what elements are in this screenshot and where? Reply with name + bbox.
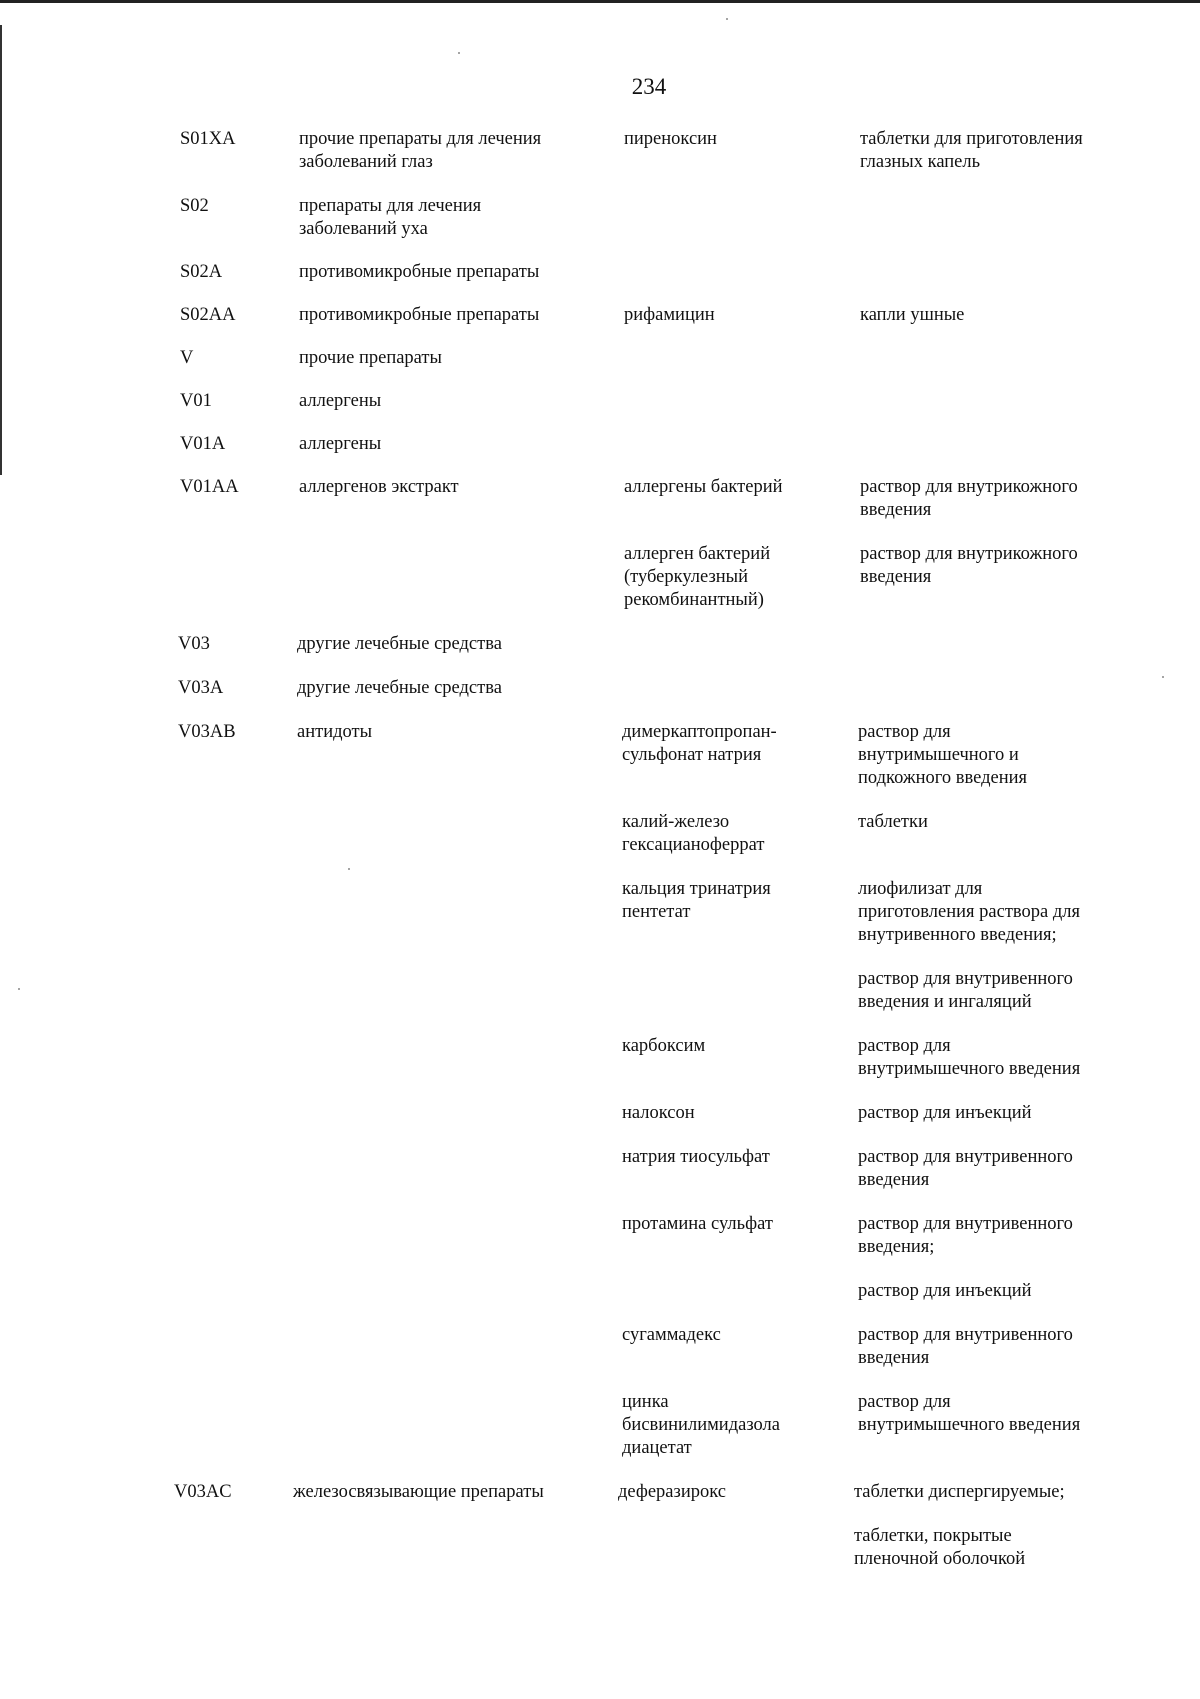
table-row: [0, 543, 1200, 612]
dosage-form-cell: раствор для внутривенного введения: [858, 1147, 1073, 1190]
dosage-form-cell: раствор для внутримышечного введения: [858, 1392, 1081, 1435]
scan-top-edge: [0, 0, 1200, 3]
scan-speck: [726, 18, 728, 20]
page-number: 234: [631, 74, 667, 99]
table-row: [0, 347, 1200, 370]
drug-name-cell: натрия тиосульфат: [622, 1147, 770, 1167]
drug-name-cell: аллерген бактерий (туберкулезный рекомбинантный): [624, 544, 771, 610]
table-row: [0, 721, 1200, 790]
atc-code-cell: V01AA: [180, 477, 239, 497]
group-name-cell: противомикробные препараты: [299, 262, 540, 282]
group-name-cell: другие лечебные средства: [297, 678, 502, 698]
dosage-form-cell: капли ушные: [860, 305, 965, 325]
atc-code-cell: V03: [178, 634, 210, 654]
dosage-form-cell: раствор для инъекций: [858, 1281, 1032, 1301]
drug-name-cell: протамина сульфат: [622, 1214, 773, 1234]
drug-name-cell: налоксон: [622, 1103, 695, 1123]
drug-table: [0, 128, 1200, 1571]
table-row: [0, 195, 1200, 241]
table-row: [0, 677, 1200, 700]
table-row: [0, 1280, 1200, 1303]
dosage-form-cell: таблетки: [858, 812, 928, 832]
drug-name-cell: димеркаптопропан- сульфонат натрия: [622, 722, 777, 765]
table-row: [0, 128, 1200, 174]
drug-name-cell: аллергены бактерий: [624, 477, 783, 497]
drug-name-cell: калий-железо гексацианоферрат: [622, 812, 765, 855]
table-row: [0, 811, 1200, 857]
dosage-form-cell: таблетки диспергируемые;: [854, 1482, 1065, 1502]
dosage-form-cell: раствор для внутрикожного введения: [860, 477, 1078, 520]
table-row: [0, 1102, 1200, 1125]
atc-code-cell: S02: [180, 196, 209, 216]
dosage-form-cell: раствор для внутривенного введения и ингаляций: [858, 969, 1073, 1012]
dosage-form-cell: раствор для инъекций: [858, 1103, 1032, 1123]
scan-speck: [458, 52, 460, 54]
atc-code-cell: V: [180, 348, 194, 368]
dosage-form-cell: лиофилизат для приготовления раствора для внутривенного введения;: [858, 879, 1080, 945]
atc-code-cell: S01XA: [180, 129, 236, 149]
table-row: [0, 1146, 1200, 1192]
table-row: [0, 1213, 1200, 1259]
drug-name-cell: деферазирокс: [618, 1482, 726, 1502]
atc-code-cell: S02AA: [180, 305, 236, 325]
atc-code-cell: V03AB: [178, 722, 236, 742]
table-row: [0, 476, 1200, 522]
dosage-form-cell: раствор для внутривенного введения: [858, 1325, 1073, 1368]
table-row: [0, 1324, 1200, 1370]
atc-code-cell: V03A: [178, 678, 224, 698]
atc-code-cell: V01A: [180, 434, 226, 454]
atc-code-cell: S02A: [180, 262, 223, 282]
table-row: [0, 1481, 1200, 1504]
drug-name-cell: пиреноксин: [624, 129, 717, 149]
drug-name-cell: кальция тринатрия пентетат: [622, 879, 771, 922]
table-row: [0, 261, 1200, 284]
drug-name-cell: цинка бисвинилимидазола диацетат: [622, 1392, 780, 1458]
drug-name-cell: рифамицин: [624, 305, 715, 325]
group-name-cell: аллергены: [299, 391, 382, 411]
table-row: [0, 1525, 1200, 1571]
table-row: [0, 878, 1200, 947]
table-row: [0, 1035, 1200, 1081]
group-name-cell: аллергены: [299, 434, 382, 454]
dosage-form-cell: таблетки, покрытые пленочной оболочкой: [854, 1526, 1026, 1569]
table-row: [0, 304, 1200, 327]
dosage-form-cell: раствор для внутримышечного введения: [858, 1036, 1081, 1079]
group-name-cell: железосвязывающие препараты: [293, 1482, 544, 1502]
dosage-form-cell: раствор для внутрикожного введения: [860, 544, 1078, 587]
group-name-cell: антидоты: [297, 722, 373, 742]
group-name-cell: прочие препараты для лечения заболеваний глаз: [299, 129, 542, 172]
table-row: [0, 433, 1200, 456]
group-name-cell: противомикробные препараты: [299, 305, 540, 325]
drug-name-cell: карбоксим: [622, 1036, 706, 1056]
group-name-cell: аллергенов экстракт: [299, 477, 459, 497]
dosage-form-cell: раствор для внутримышечного и подкожного введения: [858, 722, 1028, 788]
atc-code-cell: V01: [180, 391, 212, 411]
drug-name-cell: сугаммадекс: [622, 1325, 721, 1345]
group-name-cell: другие лечебные средства: [297, 634, 502, 654]
table-row: [0, 633, 1200, 656]
atc-code-cell: V03AC: [174, 1482, 232, 1502]
dosage-form-cell: раствор для внутривенного введения;: [858, 1214, 1073, 1257]
table-row: [0, 1391, 1200, 1460]
group-name-cell: прочие препараты: [299, 348, 442, 368]
group-name-cell: препараты для лечения заболеваний уха: [299, 196, 482, 239]
table-row: [0, 968, 1200, 1014]
table-row: [0, 390, 1200, 413]
dosage-form-cell: таблетки для приготовления глазных капель: [860, 129, 1083, 172]
